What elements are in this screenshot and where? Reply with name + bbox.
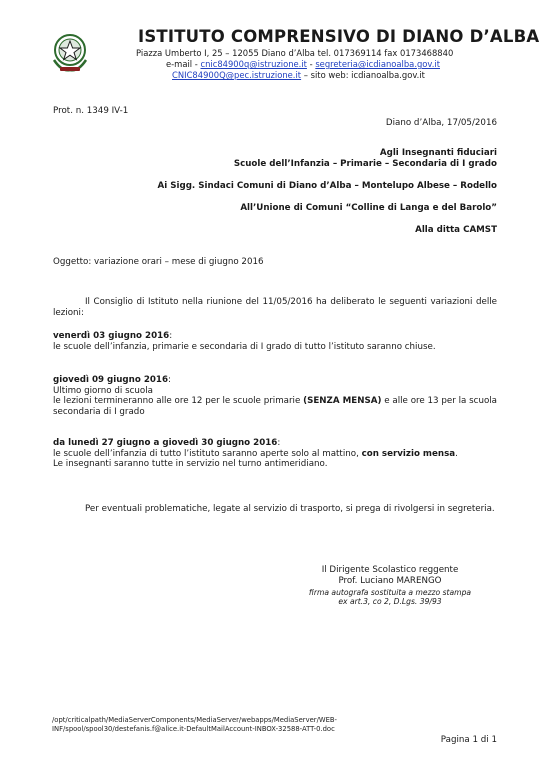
section-lunedi-colon: : <box>277 438 281 448</box>
email-label: e-mail - <box>166 59 201 69</box>
section-lunedi-title: da lunedì 27 giugno a giovedì 30 giugno 2016 <box>53 438 278 448</box>
pec-line <box>172 70 425 80</box>
intro-paragraph: Il Consiglio di Istituto nella riunione del 11/05/2016 ha deliberato le seguenti variazioni delle lezioni: <box>53 297 497 318</box>
protocol-number: Prot. n. 1349 IV-1 <box>53 106 129 116</box>
section-giovedi-colon: : <box>168 375 171 385</box>
section-giovedi-line2 <box>53 396 497 417</box>
recipient-2: Scuole dell’Infanzia – Primarie – Secondaria di I grado <box>233 159 497 169</box>
address-line: Piazza Umberto I, 25 – 12055 Diano d’Alba tel. 017369114 fax 0173468840 <box>136 48 454 58</box>
senza-mensa-note: (SENZA MENSA) <box>303 396 382 406</box>
footer-file-path: /opt/criticalpath/MediaServerComponents/MediaServer/webapps/MediaServer/WEB-INF/spool/spool30/destefanis.f@alice.it-DefaultMailAccount-INBOX-32588-ATT-0.doc <box>52 716 338 733</box>
section-venerdi-text: le scuole dell’infanzia, primarie e secondaria di I grado di tutto l’istituto saranno chiuse. <box>53 341 436 352</box>
section-giovedi-line1: Ultimo giorno di scuola <box>53 385 153 396</box>
section-lunedi <box>53 438 497 470</box>
section-lunedi-text-c: . <box>455 448 458 459</box>
section-giovedi-text-c: e alle ore 13 per la scuola secondaria di I grado <box>53 396 498 417</box>
closing-paragraph: Per eventuali problematiche, legate al servizio di trasporto, si prega di rivolgersi in segreteria. <box>85 504 495 514</box>
email-line <box>166 59 440 69</box>
signature-role: Il Dirigente Scolastico reggente <box>321 565 459 575</box>
recipient-1: Agli Insegnanti fiduciari <box>379 148 497 158</box>
subject-line: Oggetto: variazione orari – mese di giugno 2016 <box>53 257 264 267</box>
signature-name: Prof. Luciano MARENGO <box>338 576 442 586</box>
section-venerdi <box>53 331 497 352</box>
recipient-5: Alla ditta CAMST <box>415 225 497 235</box>
section-venerdi-colon: : <box>169 331 173 341</box>
school-name: ISTITUTO COMPRENSIVO DI DIANO D’ALBA <box>138 27 540 46</box>
place-date: Diano d’Alba, 17/05/2016 <box>385 118 497 128</box>
section-lunedi-text-a: le scuole dell’infanzia di tutto l’istituto saranno aperte solo al mattino, <box>53 448 362 459</box>
section-giovedi-text-a: le lezioni termineranno alle ore 12 per le scuole primarie <box>53 396 304 406</box>
recipient-3: Ai Sigg. Sindaci Comuni di Diano d’Alba – Montelupo Albese – Rodello <box>157 181 497 191</box>
email-link-segreteria[interactable]: segreteria@icdianoalba.gov.it <box>315 59 440 69</box>
signature-note-2: ex art.3, co 2, D.Lgs. 39/93 <box>338 597 442 606</box>
signature-note-1: firma autografa sostituita a mezzo stampa <box>308 588 472 597</box>
website-text: – sito web: icdianoalba.gov.it <box>303 70 425 80</box>
section-venerdi-title: venerdì 03 giugno 2016 <box>53 331 170 341</box>
servizio-mensa-note: con servizio mensa <box>361 448 456 459</box>
pec-link[interactable]: CNIC84900Q@pec.istruzione.it <box>172 70 302 80</box>
section-lunedi-line2: Le insegnanti saranno tutte in servizio nel turno antimeridiano. <box>53 459 328 469</box>
section-giovedi <box>53 375 497 417</box>
recipient-4: All’Unione di Comuni “Colline di Langa e del Barolo” <box>240 203 497 213</box>
republic-emblem-icon <box>48 30 92 74</box>
section-giovedi-title: giovedì 09 giugno 2016 <box>53 375 169 385</box>
email-link-istruzione[interactable]: cnic84900q@istruzione.it <box>200 59 307 69</box>
page-number: Pagina 1 di 1 <box>440 735 497 745</box>
email-separator: - <box>309 59 316 69</box>
